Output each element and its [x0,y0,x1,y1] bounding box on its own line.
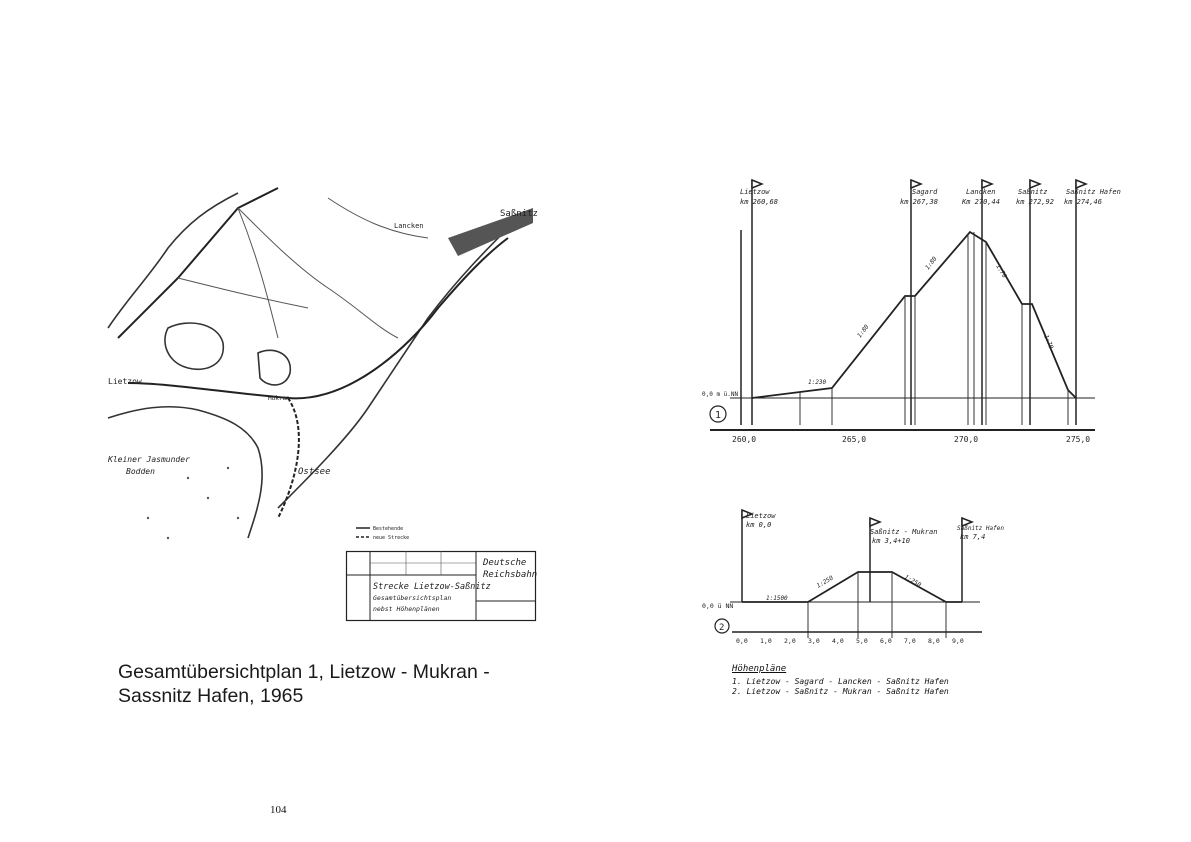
caption-line-1: Gesamtübersichtplan 1, Lietzow - Mukran - [118,661,490,683]
p2-tick-0: 0,0 [736,637,748,645]
p1-profile-line [752,232,1076,398]
lake-2 [258,350,290,385]
titleblock-org-1: Deutsche [483,558,527,568]
p1-station-3-km: Km 270,44 [962,198,1000,206]
p2-tick-2: 2,0 [784,637,796,645]
title-block [346,551,536,621]
p1-tick-260: 260,0 [732,435,757,444]
p2-station-2-km: km 3,4+10 [872,537,910,545]
lake [165,323,223,369]
label-ostsee: Ostsee [298,467,331,477]
figure-caption [118,660,538,708]
p1-station-5-km: km 274,46 [1064,198,1102,206]
p2-tick-9: 9,0 [952,637,964,645]
rail-existing [128,238,508,398]
p2-tick-4: 4,0 [832,637,844,645]
titleblock-line-2: Gesamtübersichtsplan [373,594,452,602]
p1-station-1-km: km 260,68 [740,198,778,206]
p1-gradient-3: 1:80 [924,255,939,272]
p1-station-1-name: Lietzow [740,188,770,196]
p1-gradient-1: 1:230 [808,379,827,386]
notes-item-2: 2. Lietzow - Saßnitz - Mukran - Saßnitz Hafen [732,687,949,696]
label-lietzow: Lietzow [108,377,142,386]
titleblock-line-1: Strecke Lietzow-Saßnitz [373,582,491,592]
label-lancken: Lancken [394,222,424,230]
p2-station-1-name: Lietzow [746,512,776,520]
p2-tick-8: 8,0 [928,637,940,645]
overview-map [108,178,538,568]
p1-station-2-name: Sagard [912,188,938,196]
label-bodden-1: Kleiner Jasmunder [108,455,190,464]
p1-marker: 1 [715,410,722,421]
height-profile-2 [700,500,1004,660]
p2-nn-label: 0,0 ü NN [702,602,734,610]
p2-station-1-km: km 0,0 [746,521,772,529]
p1-station-2-km: km 267,38 [900,198,938,206]
coastline-north [108,193,238,328]
notes-item-1: 1. Lietzow - Sagard - Lancken - Saßnitz Hafen [732,677,949,686]
p1-gradient-2: 1:80 [856,323,871,340]
p2-gradient-2: 1:250 [815,574,835,590]
p1-tick-270: 270,0 [954,435,979,444]
rail-branch [118,188,278,338]
p2-tick-3: 3,0 [808,637,820,645]
p2-tick-5: 5,0 [856,637,868,645]
titleblock-line-3: nebst Höhenplänen [373,605,440,613]
notes-title: Höhenpläne [732,664,787,674]
profile-notes [732,664,949,697]
rail-new [278,398,299,518]
p2-station-3-name: Saßnitz Hafen [957,525,1004,532]
p2-gradient-1: 1:1500 [766,595,788,602]
label-bodden-2: Bodden [126,467,155,476]
label-mukran: Mukran [268,395,290,402]
height-profile-1 [700,170,1121,460]
p1-station-4-km: km 272,92 [1016,198,1054,206]
p1-gradient-5: 1:70 [1042,333,1055,351]
p1-tick-275: 275,0 [1066,435,1091,444]
p1-gradient-4: 1:70 [994,263,1008,280]
caption-line-2: Sassnitz Hafen, 1965 [118,685,304,707]
p2-marker: 2 [719,623,725,633]
page-number: 104 [270,804,287,816]
p2-gradient-3: 1:250 [903,573,923,589]
p1-station-4-name: Saßnitz [1018,188,1048,196]
p1-station-5-name: Saßnitz Hafen [1066,188,1121,196]
titleblock-org-2: Reichsbahn [483,570,538,580]
p1-tick-265: 265,0 [842,435,867,444]
p1-nn-label: 0,0 m ü.NN [702,391,739,398]
legend-new: neue Strecke [373,535,410,541]
p2-station-3-km: km 7,4 [960,533,986,541]
p2-tick-7: 7,0 [904,637,916,645]
p2-tick-1: 1,0 [760,637,772,645]
p1-station-3-name: Lancken [966,188,996,196]
legend-existing: Bestehende [373,526,404,532]
p2-station-2-name: Saßnitz - Mukran [870,528,938,536]
p2-tick-6: 6,0 [880,637,892,645]
label-sassnitz: Saßnitz [500,209,538,219]
